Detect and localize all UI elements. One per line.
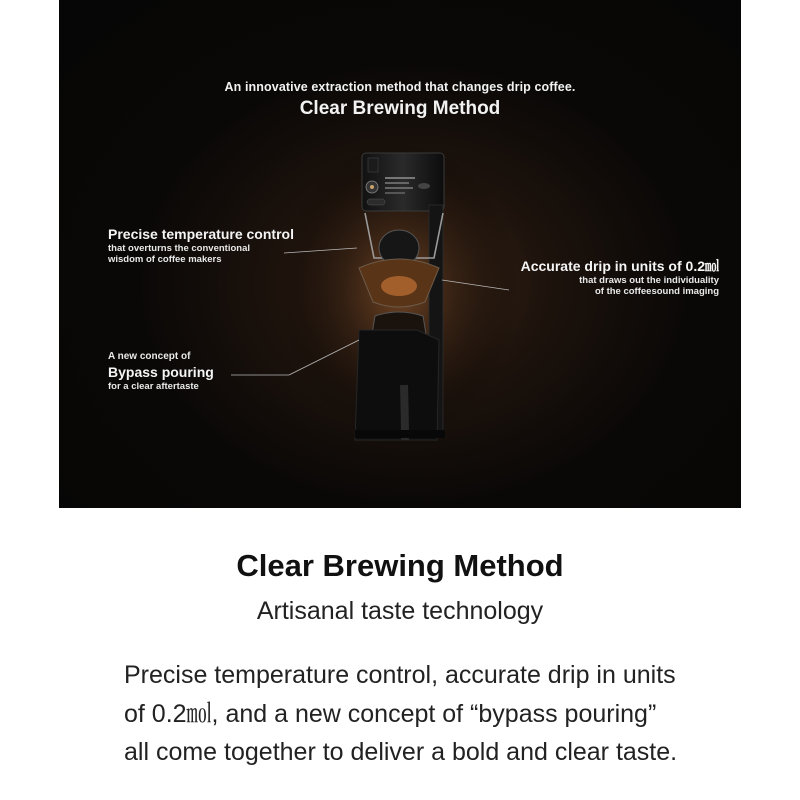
section-subheading: Artisanal taste technology xyxy=(256,597,544,625)
callout-temperature-sub-1: that overturns the conventional xyxy=(108,243,250,254)
callout-bypass-pre: A new concept of xyxy=(108,351,191,362)
callout-temperature-title: Precise temperature control xyxy=(108,226,294,242)
callout-bypass xyxy=(108,350,308,392)
callout-drip xyxy=(487,258,719,297)
hero-banner xyxy=(59,0,741,508)
section-heading: Clear Brewing Method xyxy=(236,548,564,583)
section-body: Precise temperature control, accurate drip in units of 0.2㏖, and a new concept of “bypass pouring” all come together to deliver a bold and clear taste. xyxy=(124,661,678,766)
callout-bypass-sub-1: for a clear aftertaste xyxy=(108,381,199,392)
hero-tagline: An innovative extraction method that changes drip coffee. xyxy=(224,80,576,94)
callout-bypass-title: Bypass pouring xyxy=(108,364,214,380)
callout-drip-sub-2: of the coffeesound imaging xyxy=(594,286,719,297)
callout-temperature-sub-2: wisdom of coffee makers xyxy=(108,254,222,265)
callout-temperature xyxy=(108,226,348,265)
callout-drip-sub-1: that draws out the individuality xyxy=(579,275,719,286)
hero-title: Clear Brewing Method xyxy=(299,98,501,119)
callout-drip-title: Accurate drip in units of 0.2㏖ xyxy=(520,258,719,274)
